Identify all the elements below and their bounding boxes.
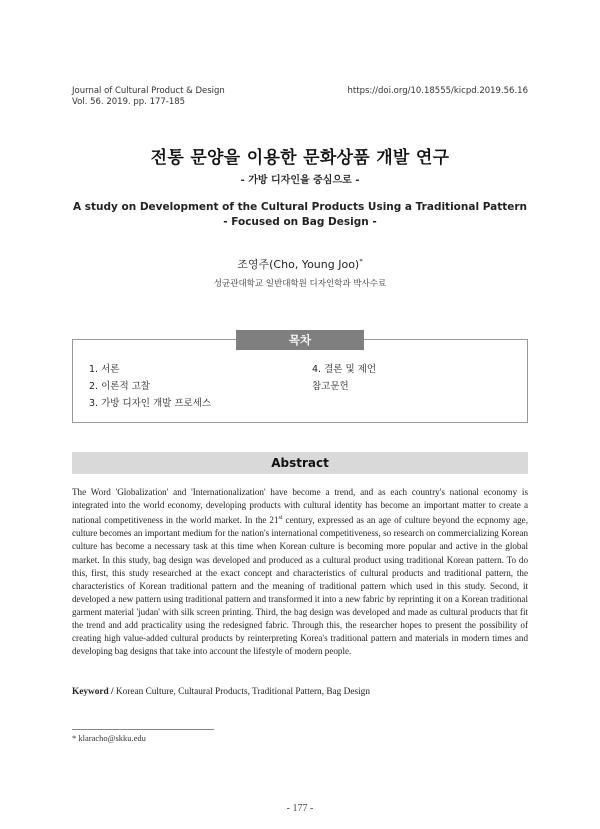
journal-volume: Vol. 56. 2019. pp. 177-185 — [72, 97, 186, 107]
doi-link[interactable]: https://doi.org/10.18555/kicpd.2019.56.16 — [347, 86, 528, 96]
subtitle-english: - Focused on Bag Design - — [223, 216, 377, 228]
title-english-block — [0, 200, 600, 230]
abstract-heading: Abstract — [72, 452, 528, 474]
author-footnote-mark: * — [359, 257, 363, 266]
footnote-divider — [72, 729, 214, 730]
journal-name: Journal of Cultural Product & Design — [72, 86, 225, 96]
keyword-label: Keyword / — [72, 687, 114, 697]
title-korean: 전통 문양을 이용한 문화상품 개발 연구 — [150, 148, 450, 168]
toc-item[interactable]: 2. 이론적 고찰 — [89, 381, 150, 392]
footnote-email: * klaracho@skku.edu — [72, 733, 146, 743]
subtitle-korean: - 가방 디자인을 중심으로 - — [240, 175, 360, 186]
toc-item[interactable]: 1. 서론 — [89, 364, 120, 375]
abstract-text — [72, 486, 528, 658]
abstract-superscript: st — [278, 515, 283, 522]
toc-item[interactable]: 참고문헌 — [312, 381, 349, 392]
author-name: 조영주(Cho, Young Joo) — [237, 258, 360, 271]
toc-item[interactable]: 3. 가방 디자인 개발 프로세스 — [89, 398, 212, 409]
keyword-text: Korean Culture, Cultaural Products, Traditional Pattern, Bag Design — [113, 687, 370, 697]
abstract-text-part: The Word 'Globalization' and 'Internationalization' have become a trend, and as each country's national economy is integrated into the world economy, developing products with cultural identity has become an important matter to create a national competitiveness in the world market. In the 21 — [72, 487, 528, 526]
toc-heading: 목차 — [236, 330, 364, 350]
journal-header — [72, 86, 225, 108]
page-number: - 177 - — [286, 803, 314, 814]
affiliation: 성균관대학교 일반대학원 디자인학과 박사수료 — [213, 279, 387, 289]
author — [0, 256, 600, 272]
title-english: A study on Development of the Cultural Products Using a Traditional Pattern — [72, 201, 528, 213]
abstract-text-part: century, expressed as an age of culture beyond the ecpnomy age, culture becomes an important medium for the nation's international competitiveness, so research on commercializing Korean culture has become a necessary task at this time when Korean culture is becoming more popular and active in the global market. In this study, bag design was developed and produced as a cultural product using traditional Korean pattern. To do this, first, this study researched at the exact concept and characteristics of cultural products and traditional pattern, the characteristics of Korean traditional pattern and the meaning of traditional pattern which used in this study. Second, it developed a new pattern using traditional pattern and transformed it into a new fabric by reprinting it on a Korean traditional garment material 'judan' with silk screen printing. Third, the bag design was developed and made as cultural products that fit the trend and add practicality using the redesigned fabric. Through this, the researcher hopes to present the possibility of creating high value-added cultural products by reinterpreting Korea's traditional pattern and materials in modern times and developing bag designs that take into account the lifestyle of modern people. — [72, 515, 528, 657]
toc-item[interactable]: 4. 결론 및 제언 — [312, 364, 377, 375]
keywords — [72, 687, 370, 697]
